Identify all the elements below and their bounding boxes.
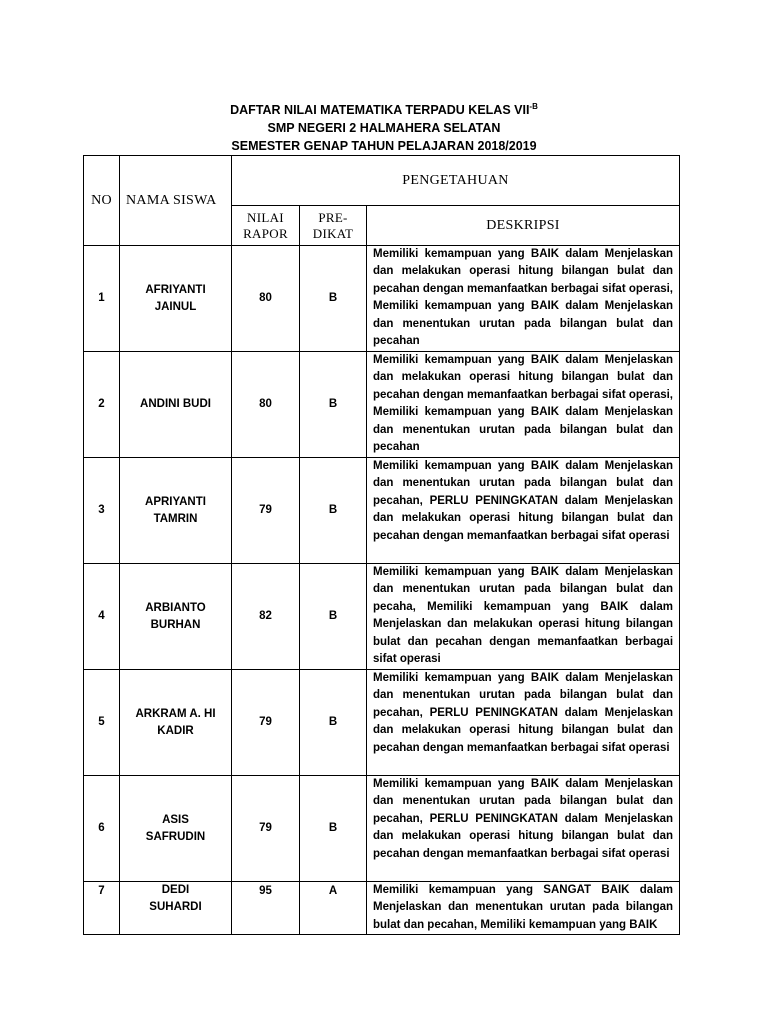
cell-student-name: ARKRAM A. HI KADIR: [120, 670, 232, 776]
title-line-3: SEMESTER GENAP TAHUN PELAJARAN 2018/2019: [231, 139, 537, 153]
description-text: Memiliki kemampuan yang BAIK dalam Menjelaskan dan melakukan operasi hitung bilangan bulat dan pecahan dengan memanfaatkan berbagai sifat operasi, Memiliki kemampuan yang BAIK dalam Menjelaskan dan menentukan urutan pada bilangan bulat dan pecahan: [373, 354, 674, 454]
cell-predikat: B: [300, 670, 367, 776]
grades-table: [83, 155, 680, 935]
document-title: [0, 101, 768, 155]
title-line-1: DAFTAR NILAI MATEMATIKA TERPADU KELAS $VII^{-B}$: [230, 101, 538, 117]
header-score: NILAI RAPOR: [232, 206, 300, 246]
title-line-2: SMP NEGERI 2 HALMAHERA SELATAN: [267, 121, 501, 135]
cell-predikat: B: [300, 564, 367, 670]
description-text: Memiliki kemampuan yang BAIK dalam Menjelaskan dan menentukan urutan pada bilangan bulat dan pecaha, Memiliki kemampuan yang BAIK dalam Menjelaskan dan melakukan operasi hitung bilangan bulat dan pecahan dengan memanfaatkan berbagai sifat operasi: [373, 566, 674, 666]
table-row: [84, 246, 680, 352]
cell-score: 79: [232, 776, 300, 882]
cell-description: [367, 246, 680, 352]
table-row: [84, 882, 680, 935]
cell-predikat: B: [300, 246, 367, 352]
cell-no: 6: [84, 776, 120, 882]
table-row: [84, 776, 680, 882]
cell-score: 80: [232, 352, 300, 458]
header-row-1: [84, 156, 680, 206]
header-name: NAMA SISWA: [120, 156, 232, 246]
cell-no: 5: [84, 670, 120, 776]
description-text: Memiliki kemampuan yang SANGAT BAIK dalam Menjelaskan dan menentukan urutan pada bilangan bulat dan pecahan, Memiliki kemampuan yang BAIK: [373, 884, 674, 931]
cell-score: 95: [232, 882, 300, 935]
cell-score: 79: [232, 458, 300, 564]
cell-student-name: ASIS SAFRUDIN: [120, 776, 232, 882]
cell-predikat: B: [300, 458, 367, 564]
cell-predikat: A: [300, 882, 367, 935]
table-row: [84, 352, 680, 458]
description-text: Memiliki kemampuan yang BAIK dalam Menjelaskan dan menentukan urutan pada bilangan bulat dan pecahan, PERLU PENINGKATAN dalam Menjelaskan dan melakukan operasi hitung bilangan bulat dan pecahan dengan memanfaatkan berbagai sifat operasi: [373, 460, 674, 542]
cell-description: [367, 882, 680, 935]
table-row: [84, 564, 680, 670]
title-superscript: -B: [529, 101, 538, 111]
cell-no: 3: [84, 458, 120, 564]
grades-table-body: [84, 246, 680, 935]
cell-student-name: APRIYANTI TAMRIN: [120, 458, 232, 564]
cell-score: 80: [232, 246, 300, 352]
header-no: NO: [84, 156, 120, 246]
header-description: DESKRIPSI: [367, 206, 680, 246]
header-pengetahuan: PENGETAHUAN: [232, 156, 680, 206]
cell-description: [367, 458, 680, 564]
cell-student-name: ANDINI BUDI: [120, 352, 232, 458]
table-row: [84, 670, 680, 776]
cell-description: [367, 352, 680, 458]
cell-no: 2: [84, 352, 120, 458]
cell-description: [367, 670, 680, 776]
cell-student-name: ARBIANTO BURHAN: [120, 564, 232, 670]
cell-predikat: B: [300, 352, 367, 458]
cell-score: 82: [232, 564, 300, 670]
table-row: [84, 458, 680, 564]
header-predikat: PRE- DIKAT: [300, 206, 367, 246]
cell-score: 79: [232, 670, 300, 776]
cell-student-name: DEDI SUHARDI: [120, 882, 232, 935]
cell-no: 7: [84, 882, 120, 935]
cell-no: 1: [84, 246, 120, 352]
cell-no: 4: [84, 564, 120, 670]
cell-student-name: AFRIYANTI JAINUL: [120, 246, 232, 352]
cell-description: [367, 776, 680, 882]
cell-description: [367, 564, 680, 670]
description-text: Memiliki kemampuan yang BAIK dalam Menjelaskan dan menentukan urutan pada bilangan bulat dan pecahan, PERLU PENINGKATAN dalam Menjelaskan dan melakukan operasi hitung bilangan bulat dan pecahan dengan memanfaatkan berbagai sifat operasi: [373, 672, 674, 754]
cell-predikat: B: [300, 776, 367, 882]
description-text: Memiliki kemampuan yang BAIK dalam Menjelaskan dan melakukan operasi hitung bilangan bulat dan pecahan dengan memanfaatkan berbagai sifat operasi, Memiliki kemampuan yang BAIK dalam Menjelaskan dan menentukan urutan pada bilangan bulat dan pecahan: [373, 248, 674, 348]
description-text: Memiliki kemampuan yang BAIK dalam Menjelaskan dan menentukan urutan pada bilangan bulat dan pecahan, PERLU PENINGKATAN dalam Menjelaskan dan melakukan operasi hitung bilangan bulat dan pecahan dengan memanfaatkan berbagai sifat operasi: [373, 778, 674, 860]
